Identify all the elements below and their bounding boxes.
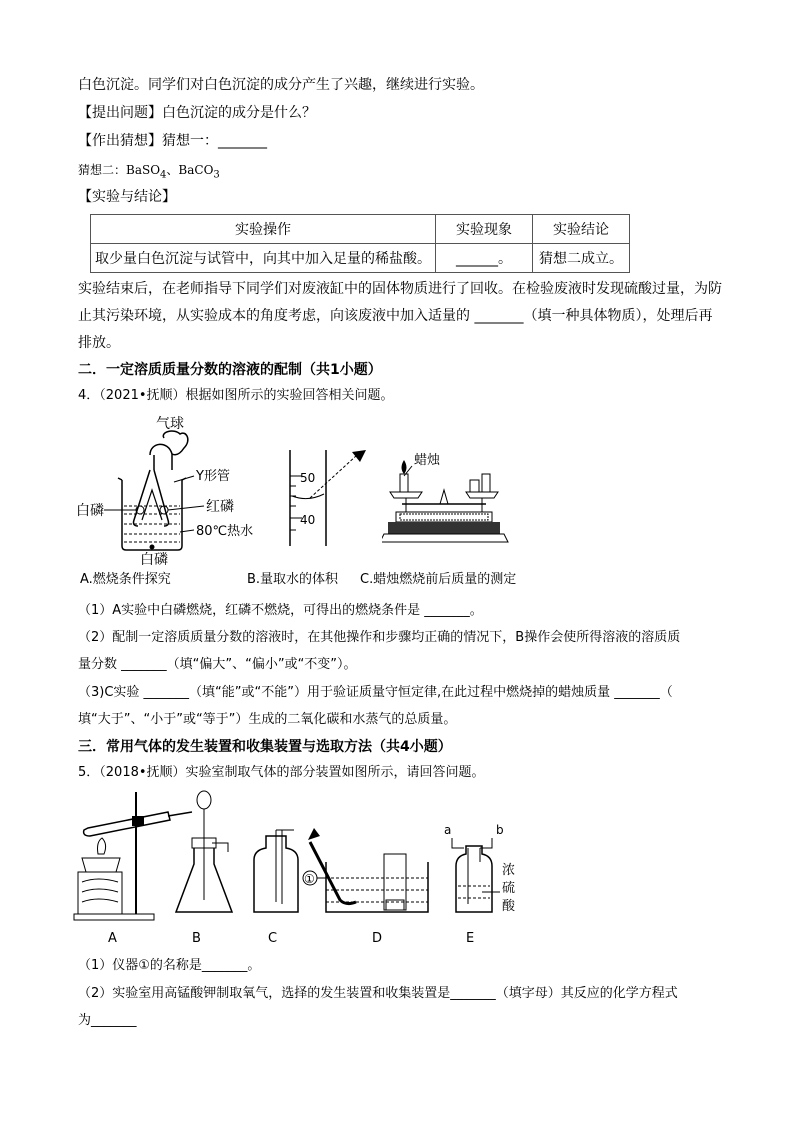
stand-base — [74, 914, 154, 920]
rubber-tube — [310, 842, 356, 904]
question-prompt: 【提出问题】白色沉淀的成分是什么？ — [78, 105, 316, 121]
figure-balance — [382, 446, 512, 550]
weight-icon — [470, 480, 479, 492]
table-cell: 取少量白色沉淀与试管中，向其中加入足量的稀盐酸。 — [91, 244, 436, 273]
white-phosphorus-label: 白磷 — [76, 503, 104, 519]
tick-40: 40 — [300, 513, 316, 527]
section-title: 二．一定溶质质量分数的溶液的配制（共1小题） — [78, 362, 382, 378]
label-a: A — [108, 931, 117, 946]
label-c: C — [268, 931, 278, 946]
table-header-row — [91, 215, 630, 244]
label-e: E — [466, 931, 475, 946]
table-row — [91, 244, 630, 273]
text-line: 排放。 — [78, 335, 120, 351]
port-a: a — [444, 823, 452, 837]
subquestion-1: （1）仪器①的名称是_______。 — [78, 958, 261, 973]
right-pan — [466, 492, 498, 498]
balloon-label: 气球 — [156, 416, 184, 432]
balloon-shape — [163, 431, 188, 455]
subquestion-1: （1）A实验中白磷燃烧，红磷不燃烧，可得出的燃烧条件是 _______。 — [78, 603, 483, 618]
subquestion-3: （3)C实验 _______（填“能”或“不能”）用于验证质量守恒定律,在此过程中燃烧掉的蜡烛质量 _______（ — [78, 685, 673, 700]
subquestion-2: （2）实验室用高锰酸钾制取氧气，选择的发生装置和收集装置是_______（填字母）其反应的化学方程式 — [78, 986, 678, 1001]
label-d: D — [372, 931, 383, 946]
candle-label: 蜡烛 — [414, 453, 441, 468]
caption-a: A.燃烧条件探究 — [80, 572, 171, 587]
bottom-phosphorus-dot — [150, 545, 155, 550]
subquestion-3-cont: 填“大于”、“小于”或“等于”）生成的二氧化碳和水蒸气的总质量。 — [78, 712, 457, 727]
acid-label-1: 浓 — [502, 863, 516, 878]
text-line: 白色沉淀。同学们对白色沉淀的成分产生了兴趣，继续进行实验。 — [78, 77, 484, 93]
y-tube — [134, 470, 169, 526]
figure-combustion — [76, 410, 276, 565]
flame-icon — [402, 460, 407, 474]
meniscus — [292, 494, 324, 499]
wooden-block — [78, 872, 122, 914]
figure-cylinder — [286, 446, 378, 550]
section-label: 【实验与结论】 — [78, 189, 176, 205]
acid-label-3: 酸 — [502, 899, 516, 914]
table-header: 实验操作 — [91, 215, 436, 244]
text-line: 实验结束后，在老师指导下同学们对废液缸中的固体物质进行了回收。在检验废液时发现硫酸过量，为防 — [78, 281, 722, 297]
question-stem: 4．（2021•抚顺）根据如图所示的实验回答相关问题。 — [78, 388, 394, 403]
funnel-bulb — [197, 791, 211, 809]
caption-b: B.量取水的体积 — [247, 572, 339, 587]
subquestion-2-cont: 为_______ — [78, 1013, 137, 1028]
port-b: b — [496, 823, 504, 837]
table-cell: 猜想二成立。 — [533, 244, 630, 273]
subscript: 4 — [160, 169, 167, 181]
caption-c: C.蜡烛燃烧前后质量的测定 — [360, 572, 517, 587]
pointer — [440, 490, 448, 504]
hot-water-label: 80℃热水 — [196, 524, 254, 539]
table-cell: ______。 — [436, 244, 533, 273]
left-pan — [390, 492, 422, 498]
washing-bottle — [456, 846, 492, 912]
balance-base — [388, 522, 500, 534]
subscript: 3 — [213, 169, 220, 181]
ytube-label: Y形管 — [196, 469, 230, 484]
red-phosphorus-label: 红磷 — [206, 499, 234, 515]
clamp — [132, 816, 144, 826]
label-b: B — [192, 931, 201, 946]
subquestion-2: （2）配制一定溶质质量分数的溶液时，在其他操作和步骤均正确的情况下，B操作会使所得溶液的溶质质 — [78, 630, 681, 645]
balloon-neck — [150, 444, 172, 470]
table-header: 实验结论 — [533, 215, 630, 244]
text-line: 止其污染环境，从实验成本的角度考虑，向该废液中加入适量的 _______（填一种具体物质），处理后再 — [78, 308, 713, 324]
lamp-flame — [98, 838, 106, 854]
guess-two — [78, 160, 220, 185]
guess-one: 【作出猜想】猜想一：_______ — [78, 133, 267, 149]
figure-gas-apparatus — [68, 788, 528, 948]
test-tube — [84, 812, 170, 836]
circle-one-label: ① — [304, 872, 315, 886]
water-trough — [326, 862, 428, 912]
guess-two-text: 猜想二：BaSO — [78, 163, 161, 177]
question-stem: 5．（2018•抚顺）实验室制取气体的部分装置如图所示，请回答问题。 — [78, 765, 485, 780]
delivery-tube — [276, 830, 294, 904]
subquestion-2-cont: 量分数 _______（填“偏大”、“偏小”或“不变”）。 — [78, 657, 357, 672]
bottom-phosphorus-label: 白磷 — [140, 552, 168, 565]
sight-line — [310, 456, 356, 498]
eye-icon — [352, 450, 366, 462]
candle — [400, 474, 408, 492]
section-title: 三．常用气体的发生装置和收集装置与选取方法（共4小题） — [78, 739, 452, 755]
guess-two-text: 、BaCO — [166, 163, 214, 177]
alcohol-lamp — [82, 858, 120, 872]
experiment-table — [90, 214, 630, 273]
table-header: 实验现象 — [436, 215, 533, 244]
tick-50: 50 — [300, 471, 316, 485]
acid-label-2: 硫 — [502, 881, 516, 896]
